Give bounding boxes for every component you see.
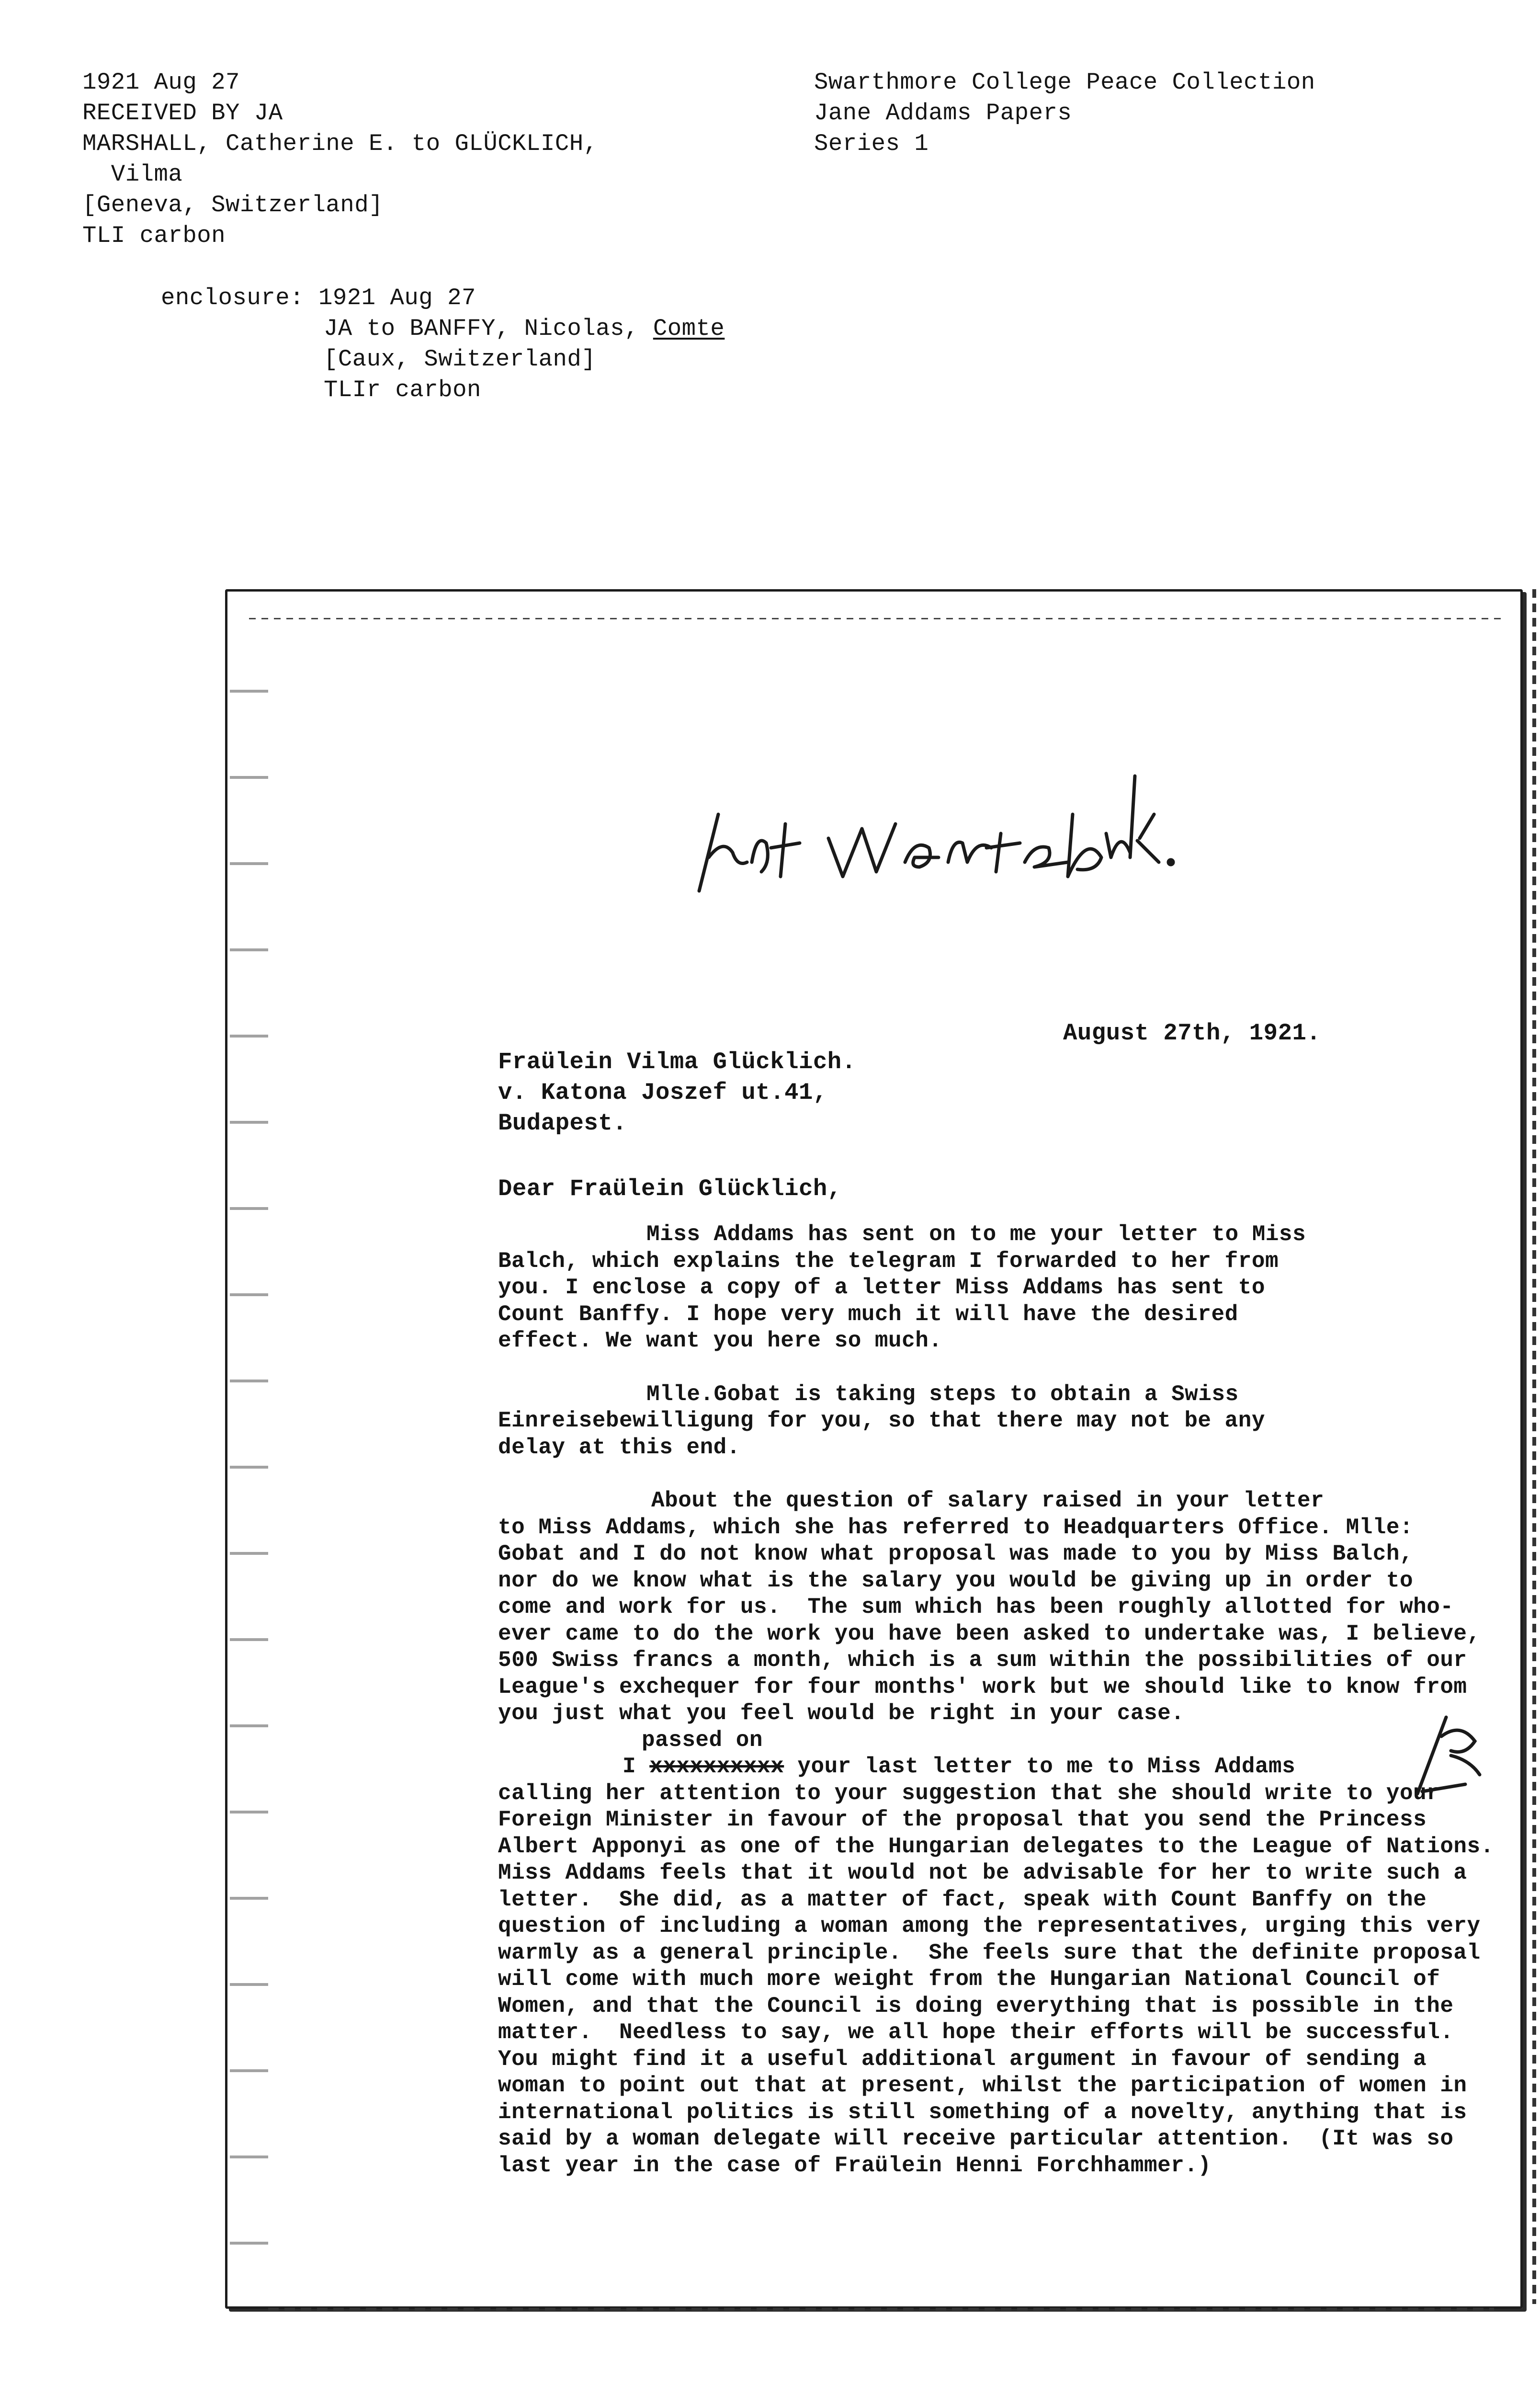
paragraph-line: Miss Addams has sent on to me your letter to Miss	[646, 1222, 1306, 1247]
enclosure-label: enclosure:	[161, 285, 305, 311]
enclosure-date: 1921 Aug 27	[318, 285, 476, 311]
paragraph-line: come and work for us. The sum which has been roughly allotted for who-	[498, 1595, 1454, 1619]
paragraph-line	[498, 1754, 1494, 1780]
paragraph-line: international politics is still something of a novelty, anything that is	[498, 2099, 1467, 2125]
paragraph-line: Women, and that the Council is doing everything that is possible in the	[498, 1993, 1454, 2019]
archive-header-right	[814, 67, 1315, 159]
header-correspondents: MARSHALL, Catherine E. to GLÜCKLICH,	[82, 130, 598, 157]
address-city: Budapest.	[498, 1110, 627, 1137]
margin-handwritten-mark	[1413, 1712, 1489, 1803]
p4-rest: your last letter to me to Miss Addams	[784, 1754, 1296, 1779]
enclosure-place: [Caux, Switzerland]	[324, 346, 596, 373]
header-received: RECEIVED BY JA	[82, 100, 283, 126]
paragraph-line: 500 Swiss francs a month, which is a sum within the possibilities of our	[498, 1648, 1467, 1673]
header-place: [Geneva, Switzerland]	[82, 192, 384, 218]
paragraph-line: Mlle.Gobat is taking steps to obtain a Swiss	[646, 1381, 1239, 1407]
address-name: Fraülein Vilma Glücklich.	[498, 1049, 856, 1075]
paragraph-line: matter. Needless to say, we all hope their efforts will be successful.	[498, 2020, 1454, 2045]
header-date: 1921 Aug 27	[82, 69, 240, 96]
struck-word: xxxxxxxxxx	[649, 1754, 784, 1779]
archive-header-left	[82, 67, 598, 251]
paragraph-line: calling her attention to your suggestion that she should write to your	[498, 1780, 1440, 1806]
letter-date: August 27th, 1921.	[1063, 1020, 1321, 1047]
scan-bottom-edge	[268, 2308, 1494, 2311]
enclosure-doc-type: TLIr carbon	[324, 376, 481, 403]
scan-left-speckle	[230, 637, 268, 2266]
enclosure-block	[161, 283, 725, 405]
p4-prefix: I	[623, 1754, 650, 1779]
paragraph-line: Gobat and I do not know what proposal was made to you by Miss Balch,	[498, 1541, 1414, 1566]
header-correspondents-cont: Vilma	[82, 161, 183, 188]
paragraph-line: to Miss Addams, which she has referred to Headquarters Office. Mlle:	[498, 1515, 1414, 1540]
scan-right-edge	[1532, 589, 1536, 2304]
salutation: Dear Fraülein Glücklich,	[498, 1175, 842, 1202]
paragraph-4	[498, 1727, 1494, 2179]
paragraph-line: Einreisebewilligung for you, so that there may not be any	[498, 1408, 1265, 1433]
paragraph-line: Count Banffy. I hope very much it will have the desired	[498, 1301, 1238, 1327]
paragraph-line: last year in the case of Fraülein Henni Forchhammer.)	[498, 2153, 1212, 2178]
paragraph-line: question of including a woman among the representatives, urging this very	[498, 1914, 1481, 1939]
paragraph-line: woman to point out that at present, whilst the participation of women in	[498, 2073, 1467, 2098]
letter-date-block	[1063, 1018, 1321, 1049]
collection-name: Swarthmore College Peace Collection	[814, 69, 1315, 96]
paragraph-line: said by a woman delegate will receive particular attention. (It was so	[498, 2126, 1454, 2151]
paragraph-line: Foreign Minister in favour of the proposal that you send the Princess	[498, 1807, 1427, 1832]
paragraph-line: delay at this end.	[498, 1435, 740, 1460]
paragraph-line: letter. She did, as a matter of fact, speak with Count Banffy on the	[498, 1887, 1427, 1912]
paragraph-line: ever came to do the work you have been asked to undertake was, I believe,	[498, 1621, 1481, 1646]
enclosure-line-1	[161, 283, 725, 313]
paragraph-line: nor do we know what is the salary you would be giving up in order to	[498, 1568, 1414, 1593]
salutation-block	[498, 1174, 842, 1204]
paragraph-line: Albert Apponyi as one of the Hungarian delegates to the League of Nations.	[498, 1834, 1494, 1859]
paragraph-line: you. I enclose a copy of a letter Miss Addams has sent to	[498, 1275, 1265, 1300]
paragraph-3	[498, 1488, 1494, 1727]
recipient-address	[498, 1047, 856, 1139]
handwritten-note	[690, 718, 1178, 901]
paragraph-line: will come with much more weight from the Hungarian National Council of	[498, 1967, 1440, 1992]
papers-name: Jane Addams Papers	[814, 100, 1072, 126]
paragraph-line: You might find it a useful additional argument in favour of sending a	[498, 2046, 1427, 2072]
enclosure-correspondents: JA to BANFFY, Nicolas,	[324, 315, 653, 342]
paragraph-line: effect. We want you here so much.	[498, 1328, 942, 1353]
header-doc-type: TLI carbon	[82, 222, 226, 249]
address-street: v. Katona Joszef ut.41,	[498, 1079, 827, 1106]
paragraph-gap	[498, 1461, 1494, 1488]
paragraph-gap	[498, 1355, 1494, 1381]
paragraph-1	[498, 1221, 1494, 1355]
letter-body	[498, 1221, 1494, 2179]
series-name: Series 1	[814, 130, 929, 157]
paragraph-line: warmly as a general principle. She feels sure that the definite proposal	[498, 1940, 1481, 1965]
paragraph-line: League's exchequer for four months' work but we should like to know from	[498, 1674, 1467, 1699]
enclosure-line-2	[161, 313, 725, 344]
paragraph-line: Balch, which explains the telegram I forwarded to her from	[498, 1248, 1279, 1274]
scan-top-edge	[249, 618, 1504, 619]
enclosure-title: Comte	[653, 315, 725, 342]
paragraph-line: Miss Addams feels that it would not be advisable for her to write such a	[498, 1860, 1467, 1885]
paragraph-line: About the question of salary raised in your letter	[651, 1488, 1325, 1513]
paragraph-2	[498, 1381, 1494, 1461]
paragraph-line: you just what you feel would be right in your case.	[498, 1701, 1185, 1726]
insert-above-line: passed on	[642, 1727, 763, 1753]
